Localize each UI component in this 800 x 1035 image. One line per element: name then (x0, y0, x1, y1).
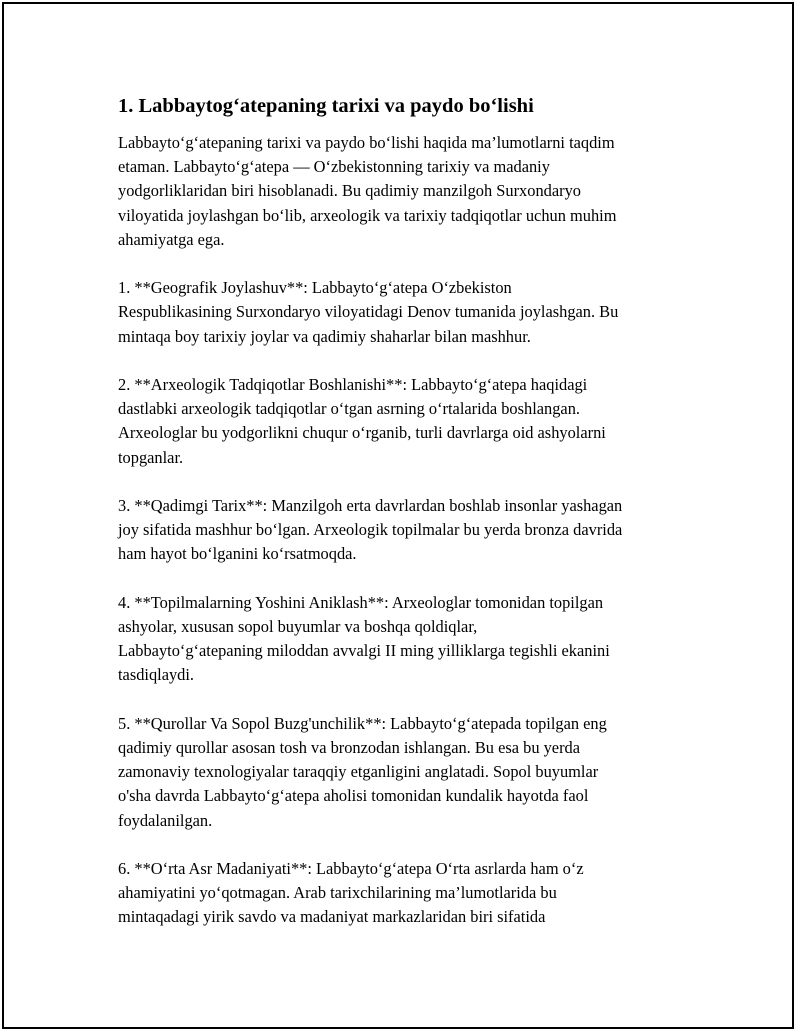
text-line: 6. **O‘rta Asr Madaniyati**: Labbayto‘g‘atepa O‘rta asrlarda ham o‘z (118, 859, 584, 878)
paragraph-list (118, 131, 708, 930)
text-line: Labbayto‘g‘atepaning miloddan avvalgi II ming yilliklarga tegishli ekanini (118, 641, 610, 661)
text-line: Labbayto‘g‘atepaning tarixi va paydo bo‘lishi haqida ma’lumotlarni taqdim (118, 133, 615, 152)
text-line: ashyolar, xususan sopol buyumlar va boshqa qoldiqlar, (118, 617, 478, 636)
text-line: yodgorliklaridan biri hisoblanadi. Bu qadimiy manzilgoh Surxondaryo (118, 181, 581, 201)
text-line: mintaqadagi yirik savdo va madaniyat markazlaridan biri sifatida (118, 907, 546, 927)
paragraph (118, 494, 708, 567)
document-title: 1. Labbaytog‘atepaning tarixi va paydo bo‘lishi (118, 95, 534, 117)
text-line: topganlar. (118, 447, 184, 467)
text-line: foydalanilgan. (118, 810, 213, 830)
text-line: o'sha davrda Labbayto‘g‘atepa aholisi tomonidan kundalik hayotda faol (118, 786, 589, 806)
text-line: ahamiyatini yo‘qotmagan. Arab tarixchilarining ma’lumotlarida bu (118, 883, 557, 903)
text-line: 3. **Qadimgi Tarix**: Manzilgoh erta davrlardan boshlab insonlar yashagan (118, 496, 623, 515)
text-line: Respublikasining Surxondaryo viloyatidagi Denov tumanida joylashgan. Bu (118, 302, 619, 322)
text-line: dastlabki arxeologik tadqiqotlar o‘tgan asrning o‘rtalarida boshlangan. (118, 399, 580, 419)
text-line: 4. **Topilmalarning Yoshini Aniklash**: Arxeologlar tomonidan topilgan (118, 592, 604, 612)
paragraph (118, 857, 708, 930)
text-line: qadimiy qurollar asosan tosh va bronzodan ishlangan. Bu esa bu yerda (118, 738, 581, 757)
text-line: Arxeologlar bu yodgorlikni chuqur o‘rganib, turli davrlarga oid ashyolarni (118, 423, 606, 443)
paragraph (118, 373, 708, 470)
text-line: tasdiqlaydi. (118, 665, 195, 685)
text-line: viloyatida joylashgan bo‘lib, arxeologik va tarixiy tadqiqotlar uchun muhim (118, 205, 617, 225)
text-line: ham hayot bo‘lganini ko‘rsatmoqda. (118, 544, 357, 564)
text-line: ahamiyatga ega. (118, 229, 225, 249)
paragraph (118, 712, 708, 833)
document-body (118, 93, 708, 954)
text-line: zamonaviy texnologiyalar taraqqiy etganligini anglatadi. Sopol buyumlar (118, 762, 599, 782)
text-line: joy sifatida mashhur bo‘lgan. Arxeologik topilmalar bu yerda bronza davrida (118, 520, 623, 540)
paragraph (118, 131, 708, 252)
text-line: 5. **Qurollar Va Sopol Buzg'unchilik**: Labbayto‘g‘atepada topilgan eng (118, 713, 607, 733)
text-line: etaman. Labbayto‘g‘atepa — O‘zbekistonning tarixiy va madaniy (118, 157, 550, 177)
text-line: 1. **Geografik Joylashuv**: Labbayto‘g‘atepa O‘zbekiston (118, 278, 512, 298)
text-line: 2. **Arxeologik Tadqiqotlar Boshlanishi**: Labbayto‘g‘atepa haqidagi (118, 375, 588, 394)
text-line: mintaqa boy tarixiy joylar va qadimiy shaharlar bilan mashhur. (118, 326, 531, 346)
paragraph (118, 276, 708, 349)
paragraph (118, 591, 708, 688)
